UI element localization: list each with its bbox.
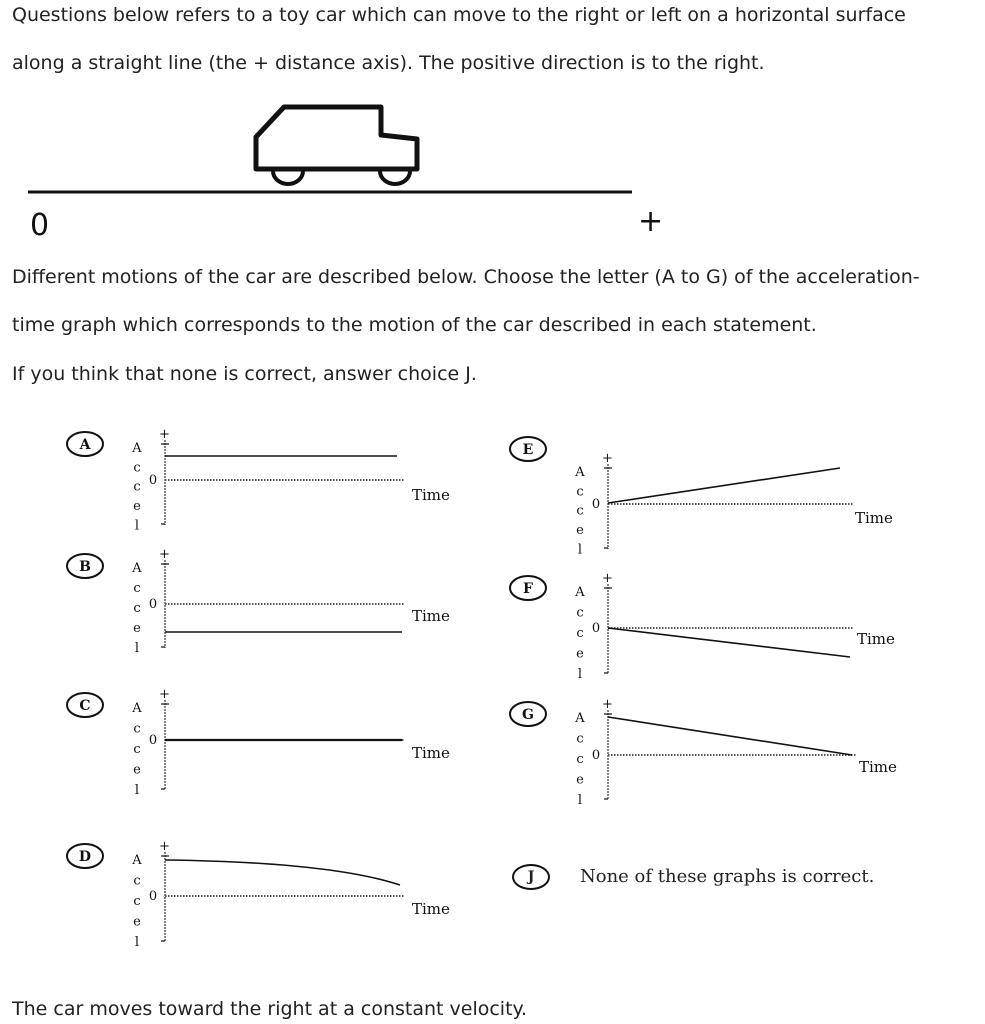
graph-g-ylabel-char: e bbox=[576, 772, 584, 788]
graph-d-time-label: Time bbox=[412, 900, 450, 918]
instructions-line-3: If you think that none is correct, answer choice J. bbox=[12, 363, 477, 385]
graph-d-zero-label: 0 bbox=[148, 889, 158, 904]
graph-g-zero-label: 0 bbox=[591, 748, 601, 763]
graph-c-ylabel-char: e bbox=[133, 762, 141, 778]
graph-d-ylabel-char: e bbox=[133, 914, 141, 930]
choice-j-letter: J bbox=[527, 869, 535, 885]
graph-e-letter: E bbox=[522, 442, 534, 458]
graph-f-data-line bbox=[608, 628, 850, 657]
graph-d-plus-label: + bbox=[159, 839, 170, 854]
graph-c-ylabel-char: A bbox=[132, 701, 142, 716]
graph-e-plus-label: + bbox=[602, 451, 613, 466]
graph-g-data-line bbox=[608, 717, 852, 755]
graph-f-ylabel-char: A bbox=[575, 585, 585, 600]
graph-a-letter: A bbox=[79, 437, 91, 453]
graph-c-plus-label: + bbox=[159, 687, 170, 702]
graph-a-ylabel-char: e bbox=[133, 498, 141, 514]
graph-b-zero-label: 0 bbox=[148, 597, 158, 612]
graph-c-ylabel-char: c bbox=[133, 741, 141, 757]
graph-g-ylabel-char: l bbox=[577, 792, 583, 808]
graph-a-ylabel-char: l bbox=[134, 518, 140, 534]
graph-e-time-label: Time bbox=[855, 509, 893, 527]
graph-d-letter: D bbox=[78, 849, 92, 865]
instructions-line-1: Different motions of the car are described below. Choose the letter (A to G) of the acceleration- bbox=[12, 266, 920, 288]
graph-b-time-label: Time bbox=[412, 607, 450, 625]
graph-d-ylabel-char: c bbox=[133, 873, 141, 889]
graph-d-data-line bbox=[165, 860, 400, 885]
graph-g-ylabel-char: A bbox=[575, 711, 585, 726]
graph-e-ylabel-char: c bbox=[576, 503, 584, 519]
graph-g-letter: G bbox=[522, 707, 534, 723]
graph-c-time-label: Time bbox=[412, 744, 450, 762]
graph-f-plus-label: + bbox=[602, 571, 613, 586]
graph-b-ylabel-char: l bbox=[134, 641, 140, 656]
intro-line-1: Questions below refers to a toy car which can move to the right or left on a horizontal surface bbox=[12, 4, 906, 26]
graph-g-ylabel-char: c bbox=[576, 751, 584, 767]
choice-j-text: None of these graphs is correct. bbox=[580, 866, 875, 887]
graph-b-ylabel-char: c bbox=[133, 601, 141, 616]
graph-d-ylabel-char: A bbox=[132, 853, 142, 868]
intro-line-2: along a straight line (the + distance axis). The positive direction is to the right. bbox=[12, 52, 765, 74]
graph-f-time-label: Time bbox=[857, 630, 895, 648]
graph-c-ylabel-char: c bbox=[133, 721, 141, 737]
graph-a-time-label: Time bbox=[412, 486, 450, 504]
choice-j-oval bbox=[512, 864, 550, 890]
graph-g-ylabel-char: c bbox=[576, 731, 584, 747]
graph-b-ylabel-char: c bbox=[133, 581, 141, 596]
graph-e-ylabel-char: A bbox=[575, 465, 585, 480]
graph-c-ylabel-char: l bbox=[134, 782, 140, 798]
graph-f-ylabel-char: c bbox=[576, 605, 584, 621]
graph-d-ylabel-char: l bbox=[134, 934, 140, 950]
graph-c-letter: C bbox=[79, 698, 91, 714]
graph-b-ylabel-char: A bbox=[132, 561, 142, 576]
graph-g-time-label: Time bbox=[859, 758, 897, 776]
graph-f-zero-label: 0 bbox=[591, 621, 601, 636]
graph-a-ylabel-char: c bbox=[133, 479, 141, 495]
graph-e-ylabel-char: e bbox=[576, 522, 584, 538]
graph-b-plus-label: + bbox=[159, 547, 170, 562]
plus-direction-label: + bbox=[638, 204, 664, 239]
graph-e-ylabel-char: l bbox=[577, 542, 583, 558]
graph-e-data-line bbox=[608, 468, 840, 503]
graph-e-zero-label: 0 bbox=[591, 497, 601, 512]
graph-b-ylabel-char: e bbox=[133, 621, 141, 636]
question-text: The car moves toward the right at a constant velocity. bbox=[12, 998, 528, 1020]
graph-a-zero-label: 0 bbox=[148, 473, 158, 488]
graph-a-plus-label: + bbox=[159, 427, 170, 442]
graph-f-ylabel-char: e bbox=[576, 646, 584, 662]
graph-e-ylabel-char: c bbox=[576, 484, 584, 500]
graph-f-ylabel-char: l bbox=[577, 666, 583, 682]
graph-c-zero-label: 0 bbox=[148, 733, 158, 748]
graph-b-letter: B bbox=[79, 559, 91, 575]
graph-d-ylabel-char: c bbox=[133, 893, 141, 909]
graph-f-ylabel-char: c bbox=[576, 625, 584, 641]
origin-label: 0 bbox=[30, 208, 50, 243]
graph-f-letter: F bbox=[523, 581, 533, 597]
graph-a-ylabel-char: A bbox=[132, 441, 142, 456]
graph-a-ylabel-char: c bbox=[133, 460, 141, 476]
instructions-line-2: time graph which corresponds to the motion of the car described in each statement. bbox=[12, 314, 817, 336]
graph-g-plus-label: + bbox=[602, 697, 613, 712]
